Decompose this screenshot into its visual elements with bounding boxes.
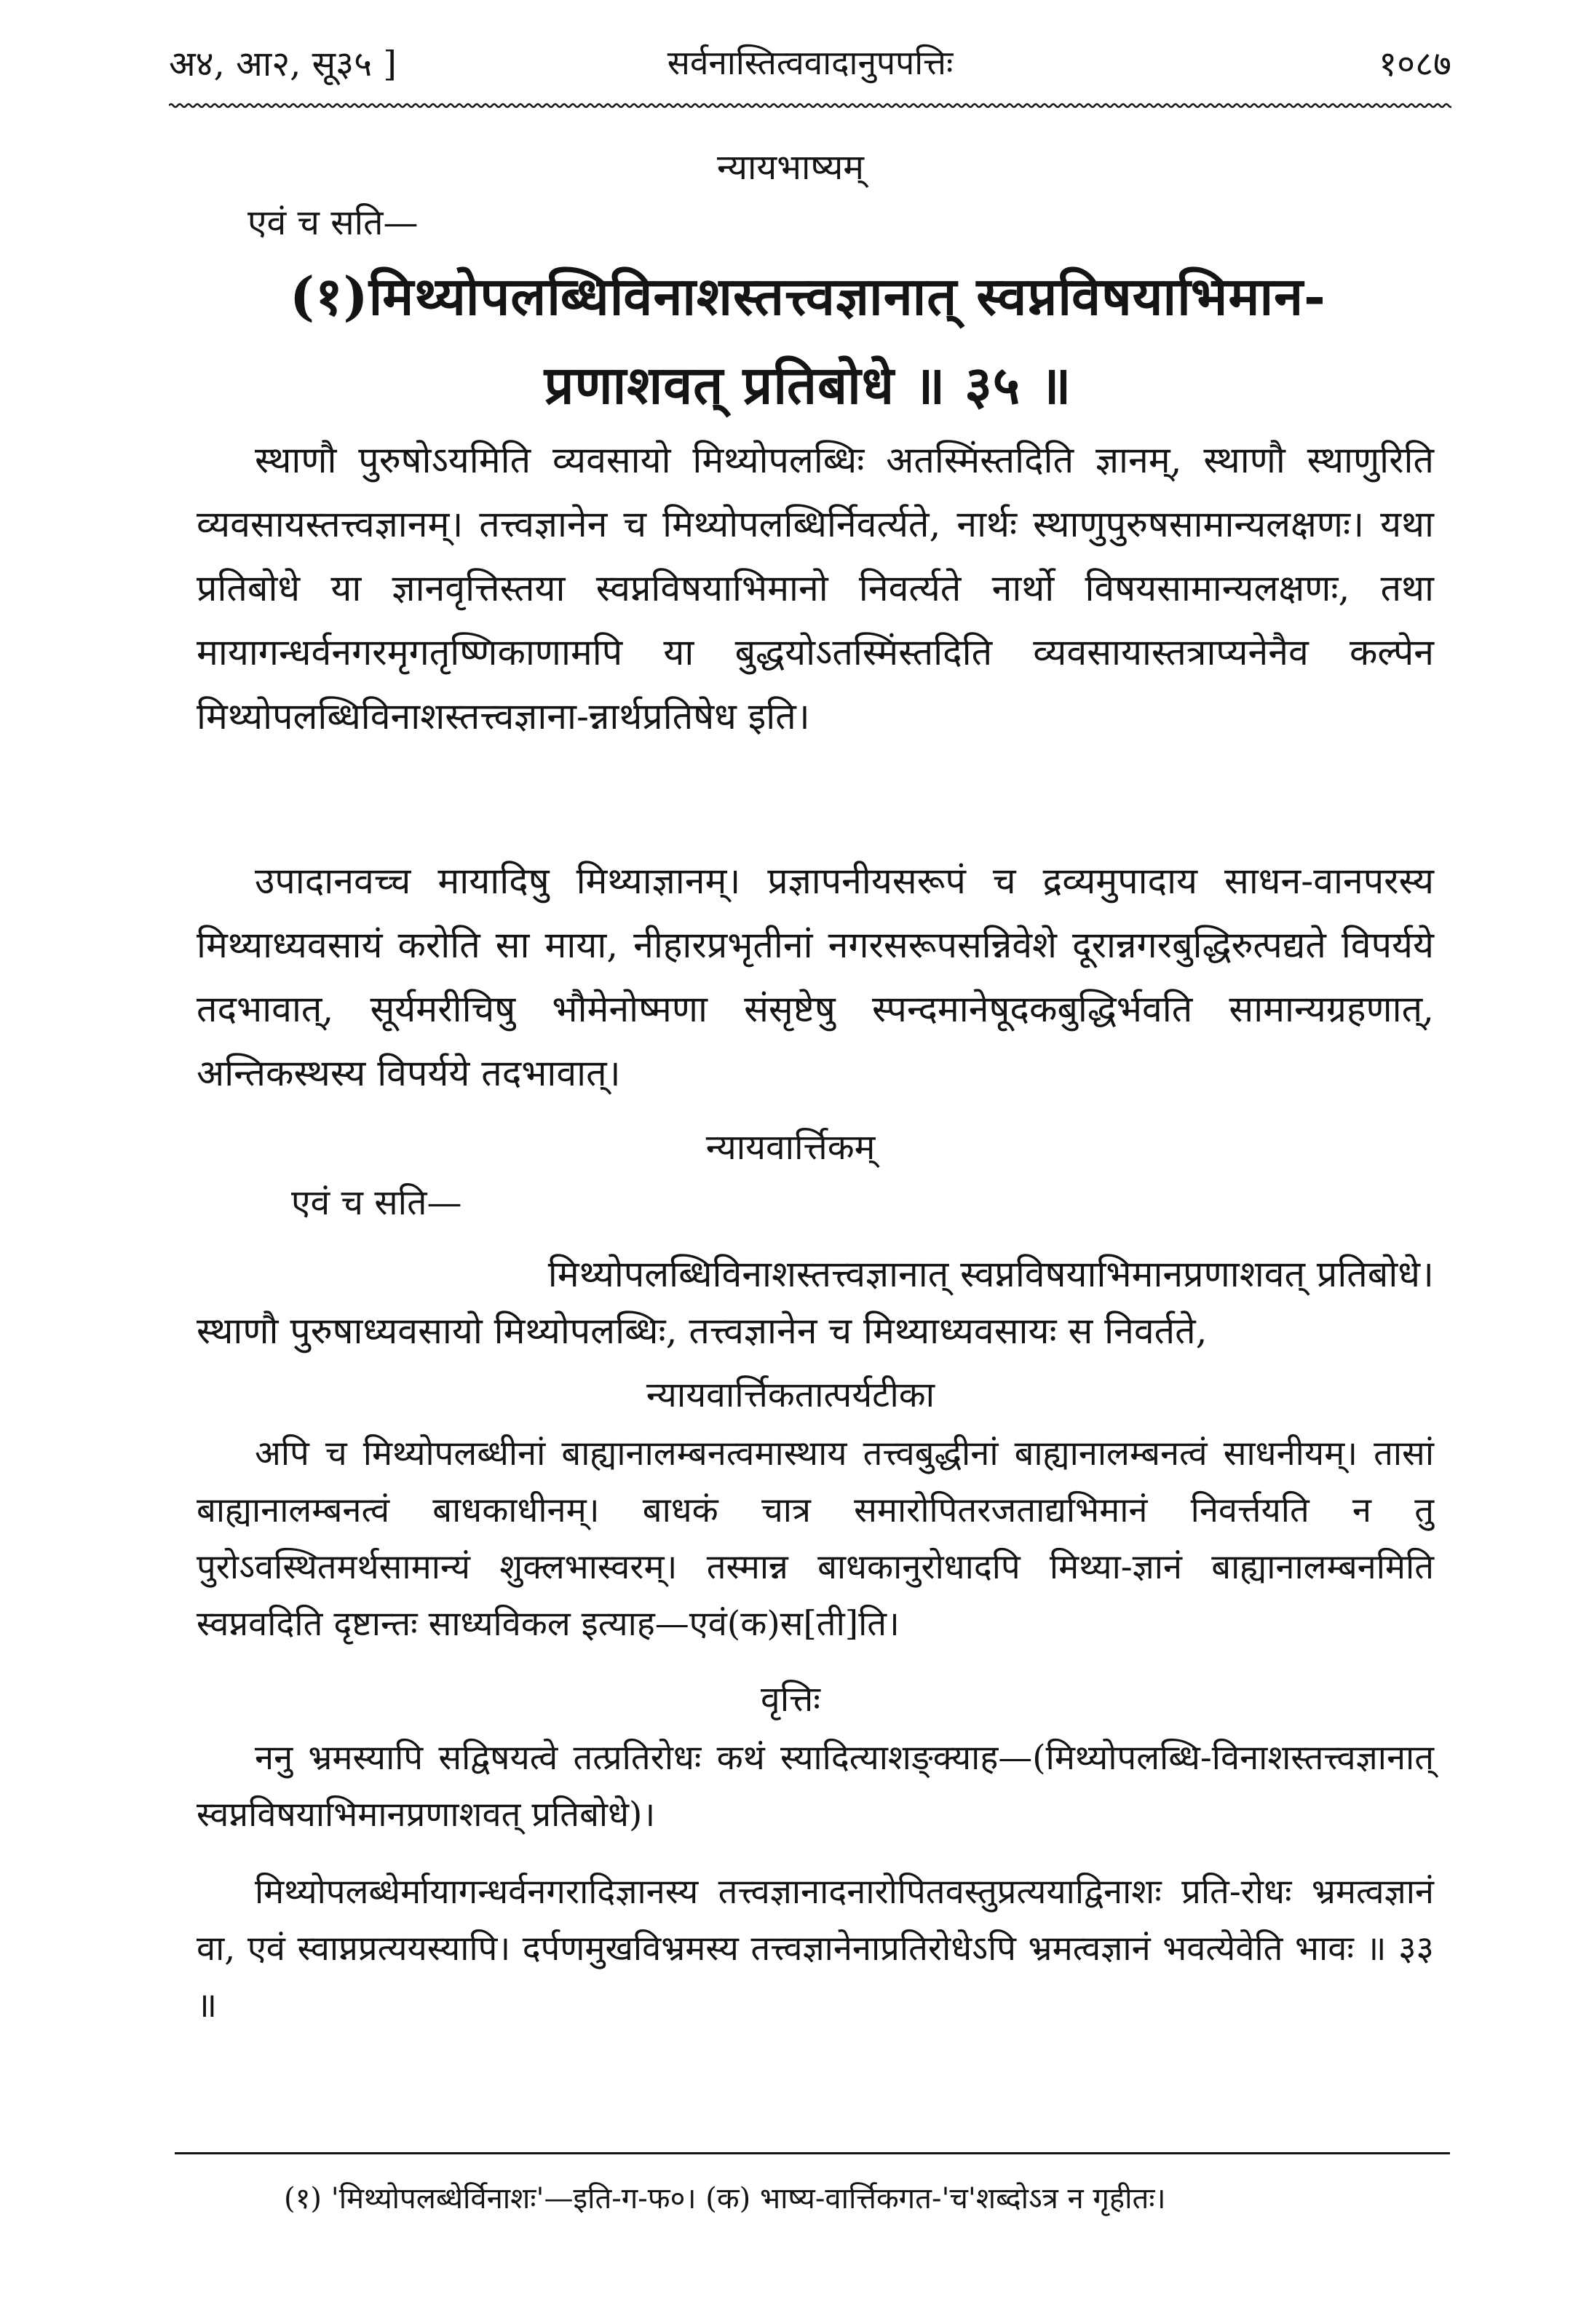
footnote: (१) 'मिथ्योपलब्धेर्विनाशः'—इति-ग-फ०। (क) भाष्य-वार्त्तिकगत-'च'शब्दोऽत्र न गृहीतः। — [284, 2182, 1166, 2216]
bhashya-paragraph-1: स्थाणौ पुरुषोऽयमिति व्यवसायो मिथ्योपलब्धिः अतस्मिंस्तदिति ज्ञानम्, स्थाणौ स्थाणुरिति व्यवसायस्तत्त्वज्ञानम्। तत्त्वज्ञानेन च मिथ्योपलब्धिर्निवर्त्यते, नार्थः स्थाणुपुरुषसामान्यलक्षणः। यथा प्रतिबोधे या ज्ञानवृत्तिस्तया स्वप्नविषयाभिमानो निवर्त्यते नार्थो विषयसामान्यलक्षणः, तथा मायागन्धर्वनगरमृगतृष्णिकाणामपि या बुद्धयोऽतस्मिंस्तदिति व्यवसायास्तत्राप्यनेनैव कल्पेन मिथ्योपलब्धिविनाशस्तत्त्वज्ञाना-न्नार्थप्रतिषेध इति। — [197, 439, 1434, 738]
header-reference: अ४, आ२, सू३५ ] — [169, 44, 397, 84]
running-header — [169, 29, 1451, 87]
intro-nyayabhashya: एवं च सति— — [247, 202, 419, 243]
vritti-paragraph-1: ननु भ्रमस्यापि सद्विषयत्वे तत्प्रतिरोधः कथं स्यादित्याशङ्क्याह—(मिथ्योपलब्धि-विनाशस्तत्त्वज्ञानात् स्वप्नविषयाभिमानप्रणाशवत् प्रतिबोधे)। — [197, 1738, 1434, 1835]
section-title-tatparyatika: न्यायवार्त्तिकतात्पर्यटीका — [646, 1375, 935, 1415]
sutra-line-1: (१)मिथ्योपलब्धिविनाशस्तत्त्वज्ञानात् स्वप्नविषयाभिमान- — [290, 265, 1326, 327]
page-number: १०८७ — [1379, 44, 1451, 84]
footnote-rule — [175, 2152, 1450, 2154]
tatparyatika-text: अपि च मिथ्योपलब्धीनां बाह्यानालम्बनत्वमास्थाय तत्त्वबुद्धीनां बाह्यानालम्बनत्वं साधनीयम्। तासां बाह्यानालम्बनत्वं बाधकाधीनम्। बाधकं चात्र समारोपितरजताद्यभिमानं निवर्त्तयति न तु पुरोऽवस्थितमर्थसामान्यं शुक्लभास्वरम्। तस्मान्न बाधकानुरोधादपि मिथ्या-ज्ञानं बाह्यानालम्बनमिति स्वप्नवदिति दृष्टान्तः साध्यविकल इत्याह—एवं(क)स[ती]ति। — [197, 1434, 1434, 1644]
section-title-vritti: वृत्तिः — [761, 1679, 820, 1720]
intro-nyayavartika: एवं च सति— — [291, 1182, 462, 1223]
header-wavy-rule — [169, 100, 1451, 111]
sutra-line-2: प्रणाशवत् प्रतिबोधे ॥ ३५ ॥ — [544, 354, 1072, 416]
section-title-nyayavartika: न्यायवार्त्तिकम् — [705, 1127, 876, 1168]
vartika-text: स्थाणौ पुरुषाध्यवसायो मिथ्योपलब्धिः, तत्त्वज्ञानेन च मिथ्याध्यवसायः स निवर्तते, — [197, 1310, 1208, 1352]
bhashya-paragraph-2: उपादानवच्च मायादिषु मिथ्याज्ञानम्। प्रज्ञापनीयसरूपं च द्रव्यमुपादाय साधन-वानपरस्य मिथ्याध्यवसायं करोति सा माया, नीहारप्रभृतीनां नगरसरूपसन्निवेशे दूरान्नगरबुद्धिरुत्पद्यते विपर्यये तदभावात्, सूर्यमरीचिषु भौमेनोष्मणा संसृष्टेषु स्पन्दमानेषूदकबुद्धिर्भवति सामान्यग्रहणात्, अन्तिकस्थस्य विपर्यये तदभावात्। — [197, 860, 1434, 1094]
header-chapter-title: सर्वनास्तित्ववादानुपपत्तिः — [667, 43, 954, 82]
vritti-paragraph-2: मिथ्योपलब्धेर्मायागन्धर्वनगरादिज्ञानस्य तत्त्वज्ञानादनारोपितवस्तुप्रत्ययाद्विनाशः प्रति-रोधः भ्रमत्वज्ञानं वा, एवं स्वाप्नप्रत्ययस्यापि। दर्पणमुखविभ्रमस्य तत्त्वज्ञानेनाप्रतिरोधेऽपि भ्रमत्वज्ञानं भवत्येवेति भावः ॥ ३३ ॥ — [197, 1872, 1434, 2025]
vartika-sutra: मिथ्योपलब्धिविनाशस्तत्त्वज्ञानात् स्वप्नविषयाभिमानप्रणाशवत् प्रतिबोधे। — [547, 1253, 1434, 1295]
section-title-nyayabhashya: न्यायभाष्यम् — [716, 147, 865, 188]
